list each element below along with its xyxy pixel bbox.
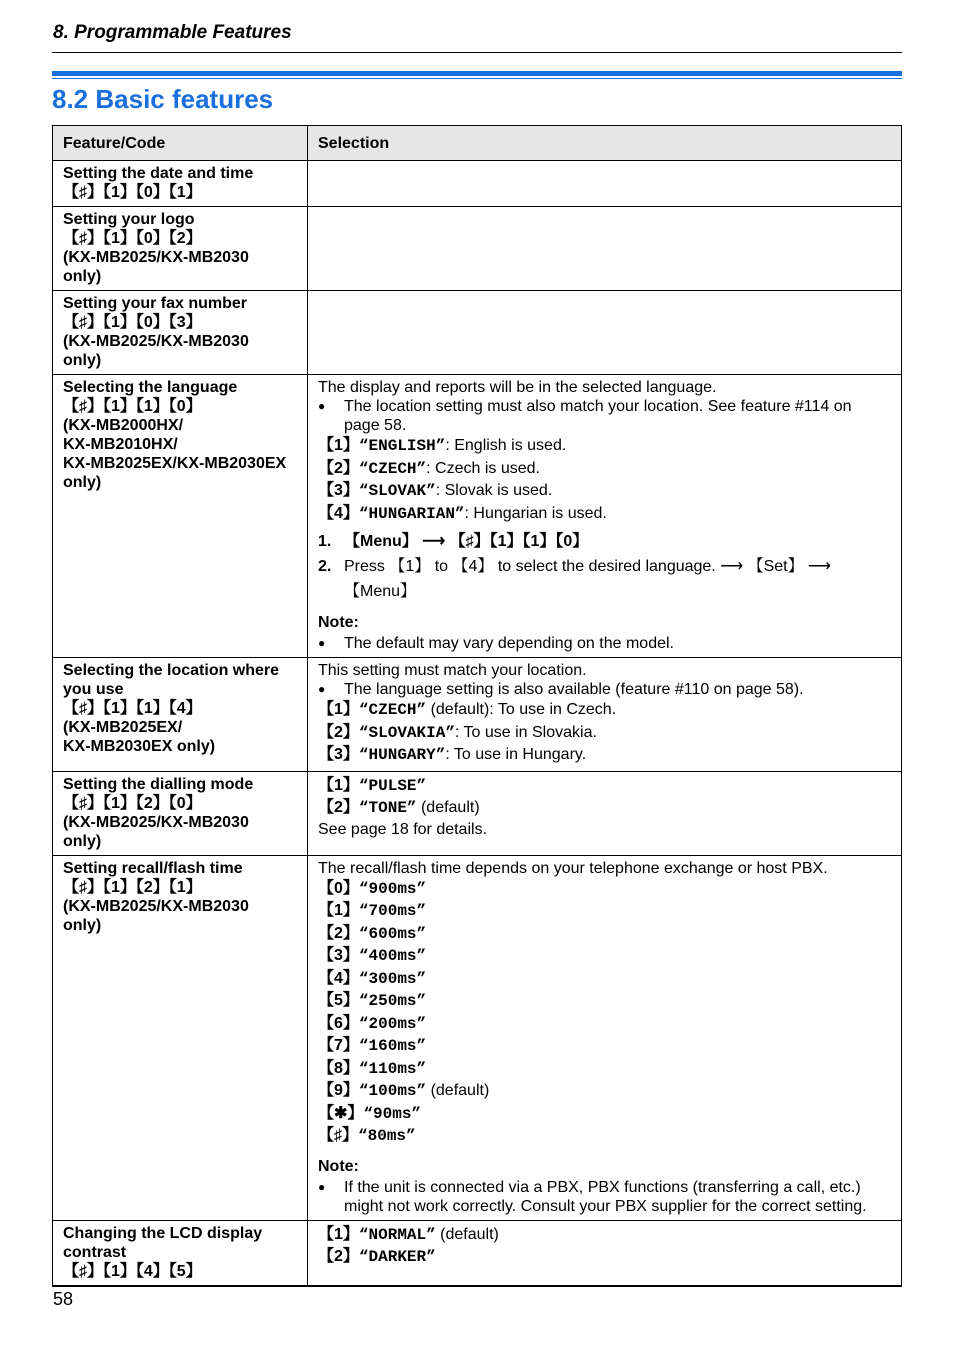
option-text: (default) <box>435 1225 499 1243</box>
option-value: “CZECH” <box>358 701 427 719</box>
feature-line: 【♯】【1】【1】【0】 <box>63 398 202 415</box>
feature-line: only) <box>63 832 102 850</box>
selection-cell <box>308 658 902 772</box>
option-value: “400ms” <box>358 947 427 965</box>
option-value: “SLOVAK” <box>358 482 436 500</box>
table-row <box>53 855 902 1220</box>
option-value: “700ms” <box>358 902 427 920</box>
bullet-dot-icon: ● <box>318 636 326 650</box>
option-item <box>318 480 891 503</box>
feature-line: 【♯】【1】【4】【5】 <box>63 1262 202 1280</box>
feature-line: 【♯】【1】【1】【4】 <box>63 700 202 717</box>
option-text: : Slovak is used. <box>435 482 553 499</box>
section-header: 8. Programmable Features <box>53 22 292 43</box>
option-value: “CZECH” <box>358 459 427 478</box>
title-accent-bar <box>52 71 902 76</box>
table-row <box>53 291 902 375</box>
note-text: The default may vary depending on the model. <box>344 635 674 652</box>
feature-line: 【♯】【1】【0】【1】 <box>63 184 202 201</box>
option-key: 【2】 <box>318 799 359 816</box>
step-text: Press 【1】 to 【4】 to select the desired language. ⟶ 【Set】 ⟶ 【Menu】 <box>344 558 831 600</box>
option-value: “DARKER” <box>358 1248 436 1266</box>
feature-line: Selecting the location where <box>63 662 280 679</box>
option-key: 【3】 <box>318 947 359 964</box>
table-row <box>53 207 902 291</box>
feature-line: Setting your fax number <box>63 295 248 312</box>
features-table <box>52 125 902 1286</box>
option-key: 【1】 <box>318 701 359 718</box>
option-key: 【7】 <box>318 1037 359 1054</box>
option-value: “ENGLISH” <box>358 437 446 455</box>
option-text: : To use in Hungary. <box>445 746 587 763</box>
option-value: “TONE” <box>358 799 417 817</box>
option-value: “250ms” <box>358 992 427 1010</box>
note-item <box>318 1178 891 1216</box>
feature-line: (KX-MB2025/KX-MB2030 <box>63 249 249 266</box>
option-value: “600ms” <box>358 924 427 943</box>
feature-line: (KX-MB2025EX/ <box>63 719 183 736</box>
option-text: : English is used. <box>445 437 567 454</box>
option-item <box>318 699 891 722</box>
option-key: 【6】 <box>318 1014 359 1032</box>
option-value: “SLOVAKIA” <box>358 723 455 742</box>
selection-intro: This setting must match your location. <box>318 662 587 679</box>
option-key: 【9】 <box>318 1082 359 1099</box>
bullet-text: The location setting must also match your location. See feature #114 on page 58. <box>344 398 852 434</box>
option-key: 【1】 <box>318 1225 359 1243</box>
note-label: Note: <box>318 1157 359 1175</box>
option-key: 【0】 <box>318 879 359 897</box>
option-item <box>318 722 891 745</box>
option-item <box>318 775 891 798</box>
option-item <box>318 1080 891 1103</box>
bullet-dot-icon: ● <box>318 1179 326 1194</box>
feature-line: Changing the LCD display <box>63 1224 263 1242</box>
feature-line: only) <box>63 352 102 369</box>
feature-line: (KX-MB2000HX/ <box>63 417 184 434</box>
table-body <box>53 161 902 1286</box>
header-rule <box>52 52 902 53</box>
feature-line: 【♯】【1】【2】【1】 <box>63 878 202 896</box>
bullet-item <box>318 397 891 435</box>
option-item <box>318 1246 891 1269</box>
option-item <box>318 945 891 968</box>
option-text: : To use in Slovakia. <box>454 723 597 741</box>
option-key: 【4】 <box>318 969 359 987</box>
option-value: “900ms” <box>358 879 427 898</box>
feature-line: only) <box>63 474 102 491</box>
option-key: 【2】 <box>318 723 359 741</box>
feature-line: 【♯】【1】【2】【0】 <box>63 794 202 812</box>
feature-line: KX-MB2010HX/ <box>63 436 178 453</box>
option-key: 【3】 <box>318 746 359 763</box>
selection-cell <box>308 207 902 291</box>
table-row <box>53 375 902 658</box>
feature-line: Setting the date and time <box>63 165 254 182</box>
feature-line: contrast <box>63 1243 127 1261</box>
feature-line: KX-MB2025EX/KX-MB2030EX <box>63 455 287 472</box>
feature-line: Setting your logo <box>63 211 195 228</box>
title-accent-line <box>52 78 902 79</box>
step-number: 2. <box>318 558 332 575</box>
option-item <box>318 1103 891 1126</box>
selection-cell <box>308 161 902 207</box>
option-key: 【1】 <box>318 776 359 794</box>
feature-cell <box>53 771 308 855</box>
option-item <box>318 458 891 481</box>
option-item <box>318 1035 891 1058</box>
option-text: : Czech is used. <box>426 459 540 477</box>
option-text: (default) <box>426 1082 490 1099</box>
selection-cell <box>308 375 902 658</box>
feature-cell <box>53 207 308 291</box>
feature-line: you use <box>63 681 124 698</box>
table-row <box>53 658 902 772</box>
feature-cell <box>53 1220 308 1285</box>
feature-line: (KX-MB2025/KX-MB2030 <box>63 333 249 350</box>
footer-rule <box>52 1286 902 1287</box>
step-text: 【Menu】 ⟶ 【♯】【1】【1】【0】 <box>344 533 589 550</box>
step-item <box>318 554 891 604</box>
selection-tail: See page 18 for details. <box>318 820 488 838</box>
option-key: 【4】 <box>318 504 359 522</box>
option-key: 【8】 <box>318 1059 359 1077</box>
option-value: “160ms” <box>358 1037 427 1055</box>
bullet-text: The language setting is also available (feature #110 on page 58). <box>344 681 804 698</box>
feature-cell <box>53 658 308 772</box>
option-key: 【2】 <box>318 924 359 942</box>
table-row <box>53 161 902 207</box>
selection-intro: The display and reports will be in the selected language. <box>318 379 717 396</box>
option-key: 【1】 <box>318 437 359 454</box>
option-item <box>318 968 891 991</box>
bullet-item <box>318 680 891 699</box>
bullet-dot-icon: ● <box>318 399 326 413</box>
steps-list <box>318 529 891 604</box>
option-item <box>318 1058 891 1081</box>
option-value: “HUNGARY” <box>358 746 446 764</box>
step-number: 1. <box>318 533 332 550</box>
feature-line: (KX-MB2025/KX-MB2030 <box>63 897 249 915</box>
selection-cell <box>308 771 902 855</box>
selection-cell <box>308 855 902 1220</box>
option-value: “80ms” <box>358 1127 416 1145</box>
option-value: “300ms” <box>358 969 427 988</box>
selection-intro: The recall/flash time depends on your telephone exchange or host PBX. <box>318 859 828 877</box>
feature-line: only) <box>63 916 102 934</box>
table-header-row <box>53 126 902 161</box>
option-item <box>318 878 891 901</box>
option-text: : Hungarian is used. <box>464 504 607 522</box>
option-item <box>318 923 891 946</box>
option-key: 【♯】 <box>318 1127 359 1144</box>
feature-line: only) <box>63 268 102 285</box>
option-item <box>318 900 891 923</box>
page-number: 58 <box>53 1289 74 1309</box>
option-key: 【2】 <box>318 459 359 477</box>
option-item <box>318 435 891 458</box>
bullet-dot-icon: ● <box>318 682 326 696</box>
page-title: 8.2 Basic features <box>52 84 274 114</box>
note-item <box>318 634 891 653</box>
feature-cell <box>53 291 308 375</box>
option-item <box>318 990 891 1013</box>
option-key: 【✱】 <box>318 1104 364 1122</box>
column-header-feature: Feature/Code <box>53 126 308 161</box>
option-key: 【5】 <box>318 992 359 1009</box>
option-value: “HUNGARIAN” <box>358 504 465 523</box>
option-key: 【3】 <box>318 482 359 499</box>
selection-cell <box>308 291 902 375</box>
option-value: “200ms” <box>358 1014 427 1033</box>
option-item <box>318 744 891 767</box>
feature-cell <box>53 161 308 207</box>
feature-line: Selecting the language <box>63 379 238 396</box>
option-text: (default): To use in Czech. <box>426 701 617 718</box>
table-row <box>53 1220 902 1285</box>
step-item <box>318 529 891 554</box>
feature-cell <box>53 375 308 658</box>
option-key: 【1】 <box>318 902 359 919</box>
feature-cell <box>53 855 308 1220</box>
option-value: “110ms” <box>358 1059 427 1078</box>
column-header-selection: Selection <box>308 126 902 161</box>
option-text: (default) <box>416 799 480 816</box>
option-item <box>318 1125 891 1148</box>
note-text: If the unit is connected via a PBX, PBX functions (transferring a call, etc.) might not work correctly. Consult your PBX supplier for the correct setting. <box>344 1178 867 1215</box>
option-key: 【2】 <box>318 1248 359 1265</box>
feature-line: KX-MB2030EX only) <box>63 738 216 755</box>
option-item <box>318 797 891 820</box>
option-value: “PULSE” <box>358 776 427 795</box>
option-item <box>318 1013 891 1036</box>
option-value: “90ms” <box>363 1104 422 1123</box>
option-item <box>318 503 891 526</box>
feature-line: Setting recall/flash time <box>63 859 243 877</box>
option-value: “NORMAL” <box>358 1225 436 1244</box>
feature-line: Setting the dialling mode <box>63 775 254 793</box>
note-label: Note: <box>318 614 359 631</box>
option-item <box>318 1224 891 1247</box>
feature-line: 【♯】【1】【0】【3】 <box>63 314 202 331</box>
selection-cell <box>308 1220 902 1285</box>
feature-line: 【♯】【1】【0】【2】 <box>63 230 202 247</box>
feature-line: (KX-MB2025/KX-MB2030 <box>63 813 249 831</box>
option-value: “100ms” <box>358 1082 427 1100</box>
table-row <box>53 771 902 855</box>
